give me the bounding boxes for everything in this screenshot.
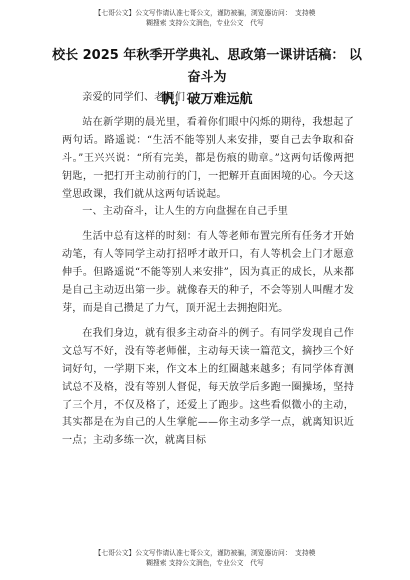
section-heading-1: 一、主动奋斗，让人生的方向盘握在自己手里 [82,206,289,218]
document-body [62,89,354,450]
header-line-2: 糊搜索 支持公文润色，专业公文 代写 [146,19,264,27]
footer-line-1: 【七哥公文】公文写作请认准七哥公文，谨防被骗，浏览器访问： 支持模 [94,549,316,557]
title-line-1: 校长 2025 年秋季开学典礼、思政第一课讲话稿： 以奋斗为 [52,48,362,85]
paragraph-intro: 站在新学期的晨光里，看着你们眼中闪烁的期待，我想起了两句话。路遥说：“生活不能等别人来安排，要自己去争取和奋斗。”王兴兴说：“所有完美，都是伤痕的勋章。”这两句话像两把钥匙，一把打开主动前行的门，一把解开直面困境的心。今天这堂思政课，我们就从这两句话说起。 [62,116,354,200]
paragraph-section-1: 生活中总有这样的时刻：有人等老师布置完所有任务才开始动笔，有人等同学主动打招呼才敢开口，有人等机会上门才愿意伸手。但路遥说“不能等别人来安排”，因为真正的成长，从来都是自己主动迈出第一步。就像春天的种子，不会等别人叫醒才发芽，而是自己攒足了力气，顶开泥土去拥抱阳光。 [62,231,354,314]
page-footer-note [0,548,410,568]
page-header-note [0,8,410,28]
title-line-2: 帆，破万难远航 [161,92,253,107]
footer-line-2: 糊搜索 支持公文润色，专业公文 代写 [146,559,264,567]
paragraph-examples: 在我们身边，就有很多主动奋斗的例子。有同学发现自己作文总写不好，没有等老师催，主动每天读一篇范文，摘抄三个好词好句，一学期下来，作文本上的红圈越来越多；有同学体育测试总不及格，没有等别人督促，每天放学后多跑一圈操场，坚持了三个月，不仅及格了，还爱上了跑步。这些看似微小的主动，其实都是在为自己的人生掌舵——你主动多学一点，就离知识近一点；主动多练一次，就离目标 [62,327,354,447]
salutation: 亲爱的同学们、老师们： [82,92,196,103]
header-line-1: 【七哥公文】公文写作请认准七哥公文，谨防被骗，浏览器访问： 支持模 [94,9,316,17]
